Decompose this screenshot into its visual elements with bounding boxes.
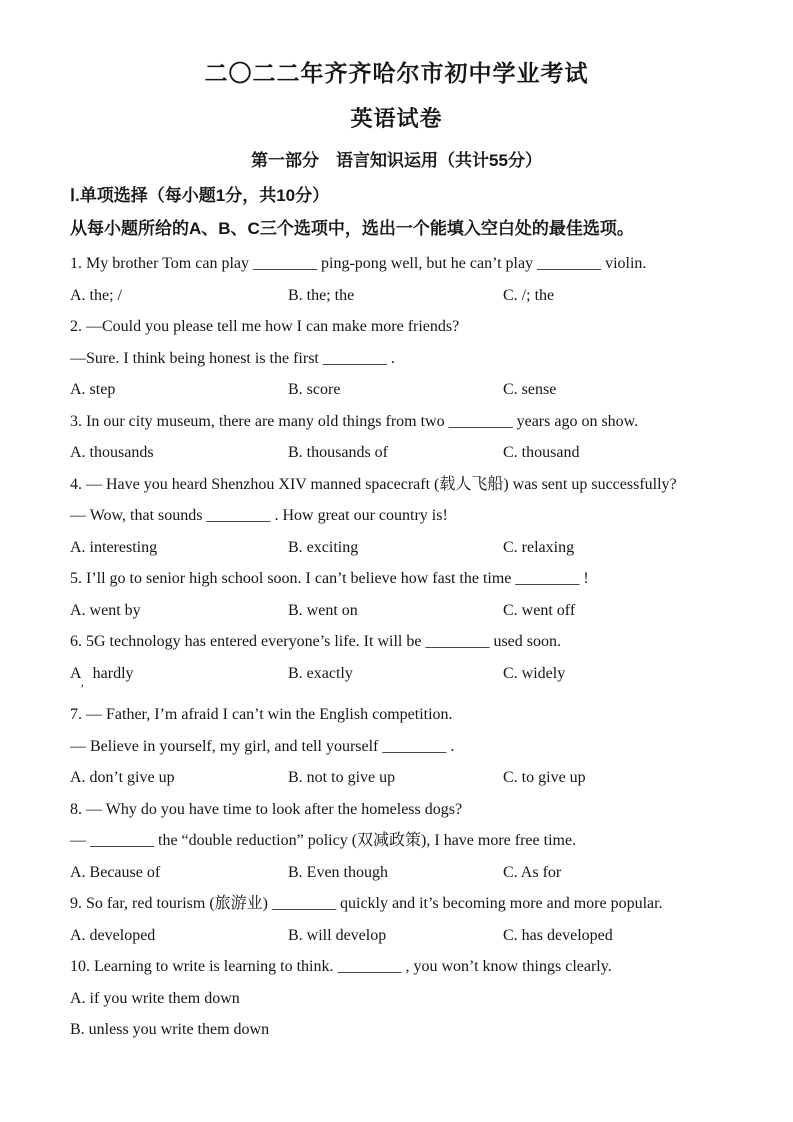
question-1-text: 1. My brother Tom can play ________ ping-pong well, but he can’t play ________ violin.: [70, 255, 647, 272]
question-1: [70, 248, 743, 311]
option-b: B. exciting: [288, 538, 359, 556]
question-8: [70, 794, 743, 889]
question-9-text: 9. So far, red tourism (旅游业) ________ quickly and it’s becoming more and more popular.: [70, 895, 663, 912]
option-b: B. unless you write them down: [70, 1021, 270, 1038]
question-3-options: [70, 437, 743, 469]
option-c: C. As for: [503, 863, 562, 881]
question-2-text-line2: —Sure. I think being honest is the first ________ .: [70, 349, 395, 367]
option-a: A. developed: [70, 926, 156, 944]
option-a: A. step: [70, 381, 116, 398]
question-10: [70, 951, 743, 1046]
option-c: C. has developed: [503, 926, 613, 944]
question-7-options: [70, 762, 743, 794]
question-7-text-line2: — Believe in yourself, my girl, and tell yourself ________ .: [70, 737, 455, 755]
option-b: B. score: [288, 381, 341, 398]
question-6-options: [70, 658, 743, 696]
question-2-text-line1: 2. —Could you please tell me how I can make more friends?: [70, 318, 460, 335]
option-b: B. not to give up: [288, 769, 396, 786]
page-title: 二〇二二年齐齐哈尔市初中学业考试: [204, 60, 589, 86]
scan-artifact-mark: ’: [80, 680, 85, 696]
question-6-text: 6. 5G technology has entered everyone’s life. It will be ________ used soon.: [70, 633, 561, 650]
question-10-options: [70, 983, 743, 1046]
question-8-text-line1: 8. — Why do you have time to look after the homeless dogs?: [70, 800, 463, 818]
question-list: [70, 248, 743, 1046]
section-instruction: 从每小题所给的A、B、C三个选项中，选出一个能填入空白处的最佳选项。: [70, 219, 634, 238]
option-a: A. if you write them down: [70, 989, 240, 1007]
question-2-options: [70, 374, 743, 406]
question-3: [70, 406, 743, 469]
question-4-text-line1: 4. — Have you heard Shenzhou XIV manned spacecraft (载人飞船) was sent up successfully?: [70, 475, 677, 493]
question-5: [70, 563, 743, 626]
question-4: [70, 469, 743, 564]
option-c: C. went off: [503, 601, 576, 619]
page-subtitle: 英语试卷: [350, 106, 443, 131]
part-heading: 第一部分 语言知识运用（共计55分）: [251, 151, 542, 170]
option-c: C. /; the: [503, 286, 555, 304]
question-6: [70, 626, 743, 696]
question-9-options: [70, 920, 743, 952]
option-b: B. exactly: [288, 664, 353, 682]
option-a: A. don’t give up: [70, 769, 175, 786]
option-c: C. widely: [503, 664, 566, 682]
option-b: B. the; the: [288, 286, 355, 304]
option-a: A. Because of: [70, 863, 161, 881]
question-4-options: [70, 532, 743, 564]
option-b: B. will develop: [288, 926, 387, 944]
question-5-text: 5. I’ll go to senior high school soon. I can’t believe how fast the time ________ !: [70, 570, 589, 587]
question-7: [70, 699, 743, 794]
question-8-text-line2: — ________ the “double reduction” policy (双减政策), I have more free time.: [70, 832, 577, 849]
question-7-text-line1: 7. — Father, I’m afraid I can’t win the English competition.: [70, 706, 453, 723]
question-3-text: 3. In our city museum, there are many old things from two ________ years ago on show.: [70, 412, 639, 430]
option-a: A. the; /: [70, 286, 122, 304]
option-a: A hardly: [70, 664, 134, 682]
option-b: B. went on: [288, 601, 358, 619]
question-2: [70, 311, 743, 406]
section-heading: Ⅰ.单项选择（每小题1分，共10分）: [70, 186, 330, 205]
option-b: B. Even though: [288, 863, 388, 881]
question-5-options: [70, 595, 743, 627]
option-a: A. thousands: [70, 444, 154, 461]
option-a: A. went by: [70, 601, 141, 619]
question-1-options: [70, 280, 743, 312]
option-a: A. interesting: [70, 538, 158, 556]
option-c: C. to give up: [503, 769, 586, 786]
question-9: [70, 888, 743, 951]
option-c: C. sense: [503, 381, 557, 398]
option-c: C. thousand: [503, 444, 580, 461]
option-b: B. thousands of: [288, 444, 388, 461]
question-4-text-line2: — Wow, that sounds ________ . How great our country is!: [70, 507, 448, 524]
question-10-text: 10. Learning to write is learning to think. ________ , you won’t know things clearly.: [70, 958, 612, 975]
option-c: C. relaxing: [503, 538, 575, 556]
question-8-options: [70, 857, 743, 889]
